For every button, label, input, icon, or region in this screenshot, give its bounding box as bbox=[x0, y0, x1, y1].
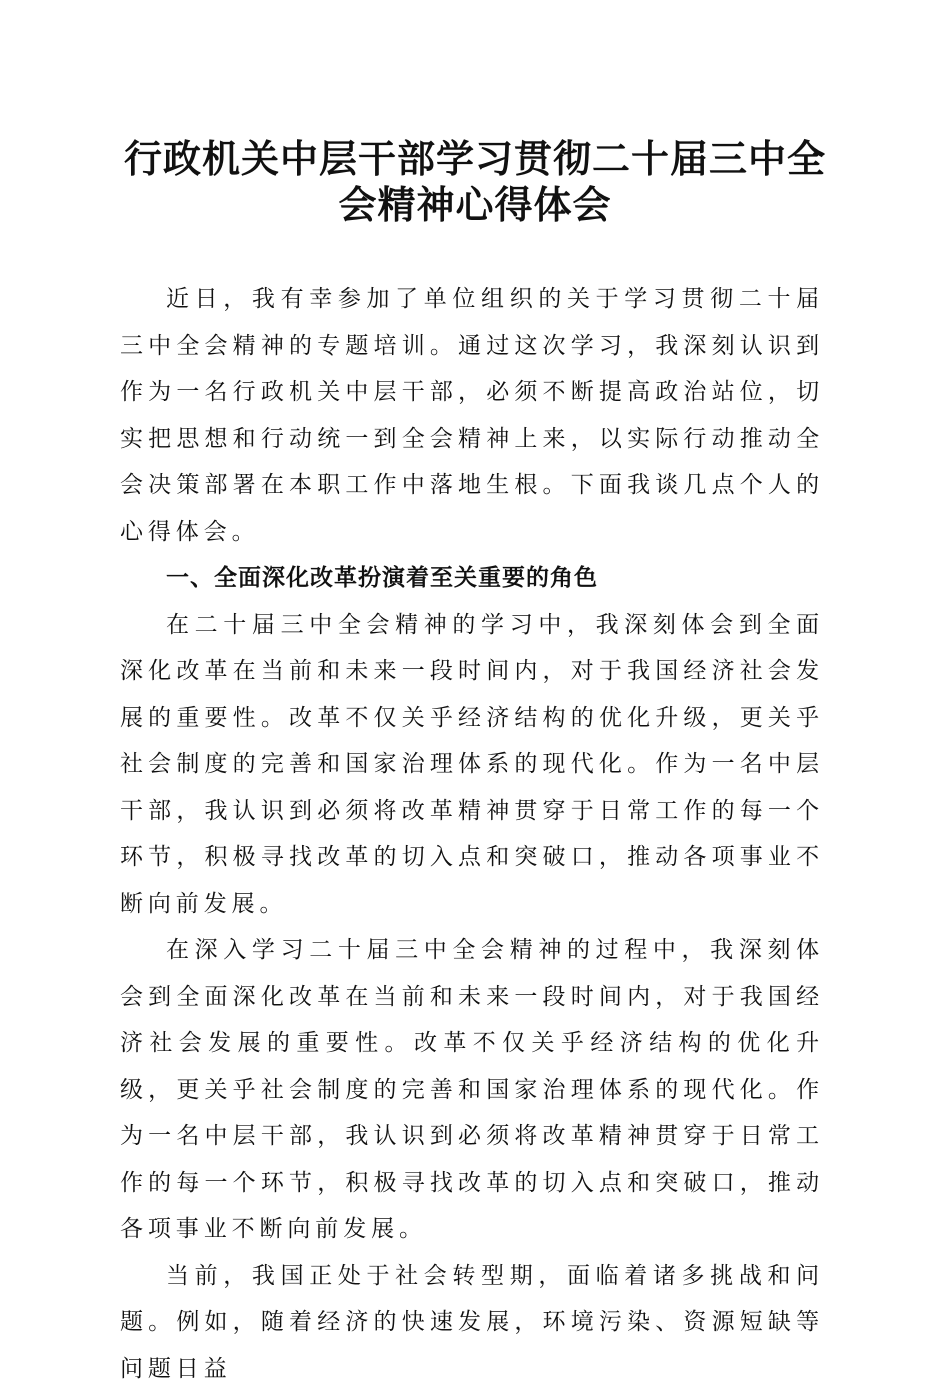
paragraph-section1-c: 当前，我国正处于社会转型期，面临着诸多挑战和问题。例如，随着经济的快速发展，环境污染、资源短缺等问题日益 bbox=[120, 1253, 824, 1392]
paragraph-intro: 近日，我有幸参加了单位组织的关于学习贯彻二十届三中全会精神的专题培训。通过这次学习，我深刻认识到作为一名行政机关中层干部，必须不断提高政治站位，切实把思想和行动统一到全会精神上来，以实际行动推动全会决策部署在本职工作中落地生根。下面我谈几点个人的心得体会。 bbox=[120, 276, 824, 555]
document-title: 行政机关中层干部学习贯彻二十届三中全会精神心得体会 bbox=[110, 136, 840, 228]
section-heading-1: 一、全面深化改革扮演着至关重要的角色 bbox=[120, 555, 824, 602]
paragraph-section1-a: 在二十届三中全会精神的学习中，我深刻体会到全面深化改革在当前和未来一段时间内，对于我国经济社会发展的重要性。改革不仅关乎经济结构的优化升级，更关乎社会制度的完善和国家治理体系的现代化。作为一名中层干部，我认识到必须将改革精神贯穿于日常工作的每一个环节，积极寻找改革的切入点和突破口，推动各项事业不断向前发展。 bbox=[120, 602, 824, 928]
paragraph-section1-b: 在深入学习二十届三中全会精神的过程中，我深刻体会到全面深化改革在当前和未来一段时间内，对于我国经济社会发展的重要性。改革不仅关乎经济结构的优化升级，更关乎社会制度的完善和国家治理体系的现代化。作为一名中层干部，我认识到必须将改革精神贯穿于日常工作的每一个环节，积极寻找改革的切入点和突破口，推动各项事业不断向前发展。 bbox=[120, 927, 824, 1253]
document-body bbox=[120, 276, 824, 1392]
